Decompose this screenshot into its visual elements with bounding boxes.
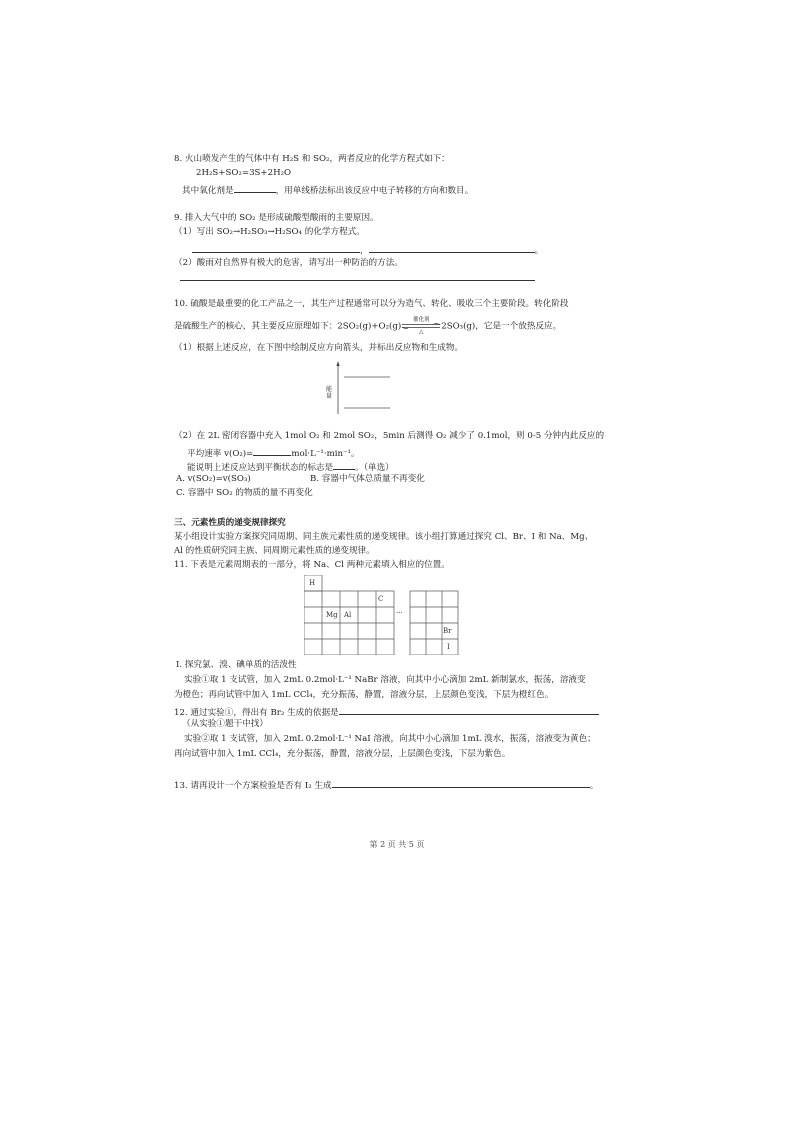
q8-oxidant-label: 其中氧化剂是: [182, 186, 234, 196]
q13-stem: 13. 请再设计一个方案检验是否有 I₂ 生成: [174, 781, 332, 791]
energy-axis-label: 能量: [326, 386, 333, 400]
q9-stem: 9. 排入大气中的 SO₂ 是形成硫酸型酸雨的主要原因。: [174, 213, 379, 223]
q10-rate-label: 平均速率 v(O₂)=: [187, 449, 254, 459]
q10-rate-unit: mol·L⁻¹·min⁻¹。: [291, 449, 360, 459]
pt-ellipsis: ···: [396, 609, 403, 617]
pt-label-h: H: [309, 579, 316, 587]
q9-sub1: （1）写出 SO₂→H₂SO₃→H₂SO₄ 的化学方程式。: [174, 227, 365, 237]
q9-answer-line-2: [180, 271, 535, 285]
q10-equilibrium-line: [187, 460, 394, 474]
q9-blank-h2so3-h2so4[interactable]: [369, 243, 535, 253]
q10-equilibrium-blank[interactable]: [333, 460, 355, 470]
q9-sub2: （2）酸雨对自然界有极大的危害，请写出一种防治的方法。: [174, 258, 403, 268]
q12-blank[interactable]: [339, 705, 599, 715]
periodic-table-fragment: [304, 575, 464, 655]
q13-end-mark: 。: [589, 781, 599, 791]
energy-diagram: [330, 360, 393, 416]
q9-blank-prevention[interactable]: [180, 271, 535, 281]
q10-sub1: （1）根据上述反应，在下图中绘制反应方向箭头，并标出反应物和生成物。: [174, 343, 464, 353]
exp2-line1: 实验②取 1 支试管，加入 2mL 0.2mol·L⁻¹ NaI 溶液，向其中小心滴加 1mL 溴水，振荡，溶液变为黄色；: [184, 734, 596, 744]
pt-label-al: Al: [344, 611, 352, 619]
q8-oxidant-line: [182, 183, 473, 197]
exp1-line2: 为橙色；再向试管中加入 1mL CCl₄，充分振荡，静置，溶液分层，上层颜色变浅，下层为橙红色。: [174, 690, 554, 700]
q10-option-b[interactable]: B. 容器中气体总质量不再变化: [310, 474, 425, 484]
q10-stem-line1: 10. 硫酸是最重要的化工产品之一，其生产过程通常可以分为造气、转化、吸收三个主要阶段。转化阶段: [174, 299, 569, 309]
q10-rate-line: [187, 446, 360, 460]
q8-stem: 8. 火山喷发产生的气体中有 H₂S 和 SO₂，两者反应的化学方程式如下：: [174, 154, 450, 164]
q9-separator: ，: [360, 246, 369, 256]
pt-label-mg: Mg: [326, 611, 338, 619]
q9-blank-so2-h2so3[interactable]: [192, 243, 360, 253]
catalyst-label: 催化剂: [412, 317, 430, 323]
q10-sub2-line1: （2）在 2L 密闭容器中充入 1mol O₂ 和 2mol SO₂，5min 后测得 O₂ 减少了 0.1mol，则 0-5 分钟内此反应的: [174, 431, 605, 441]
q8-electron-transfer-instruction: ，用单线桥法标出该反应中电子转移的方向和数目。: [275, 186, 474, 196]
q12-note: （从实验①题干中找）: [182, 719, 268, 729]
q10-single-choice-note: 。（单选）: [355, 463, 394, 473]
q11-stem: 11. 下表是元素周期表的一部分，将 Na、Cl 两种元素填入相应的位置。: [174, 560, 450, 570]
q10-stem-line2: [174, 317, 562, 335]
q10-reaction-lhs: 是硫酸生产的核心，其主要反应原理如下：2SO₂(g)+O₂(g): [174, 321, 402, 332]
reversible-arrow-icon: [401, 317, 441, 335]
pt-label-i: I: [447, 643, 450, 651]
q10-equilibrium-label: 能说明上述反应达到平衡状态的标志是: [187, 463, 334, 473]
axis-arrow-icon: [336, 361, 339, 366]
q10-reaction-rhs: 2SO₃(g)，它是一个放热反应。: [441, 321, 562, 332]
q8-oxidant-blank[interactable]: [234, 183, 276, 193]
section3-intro-line1: 某小组设计实验方案探究同周期、同主族元素性质的递变规律。该小组打算通过探究 Cl、Br、I 和 Na、Mg、: [174, 532, 594, 542]
q10-option-a[interactable]: A. v(SO₂)=v(SO₃): [176, 474, 251, 484]
q9-answer-line-1: [192, 243, 543, 257]
section3-intro-line2: Al 的性质研究同主族、同周期元素性质的递变规律。: [174, 546, 375, 556]
explore-title: Ⅰ. 探究氯、溴、碘单质的活泼性: [176, 660, 297, 670]
q10-option-c[interactable]: C. 容器中 SO₂ 的物质的量不再变化: [176, 488, 313, 498]
q13-blank[interactable]: [332, 778, 590, 788]
q10-rate-blank[interactable]: [253, 446, 291, 456]
page-footer: 第 2 页 共 5 页: [369, 840, 425, 849]
q8-equation: 2H₂S+SO₂=3S+2H₂O: [196, 168, 292, 178]
q13-line: [174, 778, 598, 792]
heat-label: △: [419, 329, 424, 335]
exp2-line2: 再向试管中加入 1mL CCl₄，充分振荡，静置，溶液分层，上层颜色变浅，下层为紫色。: [174, 749, 511, 759]
pt-label-br: Br: [443, 627, 452, 635]
pt-label-c: C: [378, 595, 384, 603]
q12-stem: 12. 通过实验①，得出有 Br₂ 生成的依据是: [174, 708, 339, 718]
q9-end-mark: 。: [534, 246, 544, 256]
section3-heading: 三、元素性质的递变规律探究: [174, 518, 286, 528]
exp1-line1: 实验①取 1 支试管，加入 2mL 0.2mol·L⁻¹ NaBr 溶液，向其中小心滴加 2mL 新制氯水，振荡，溶液变: [184, 675, 586, 685]
q12-line: [174, 705, 599, 719]
